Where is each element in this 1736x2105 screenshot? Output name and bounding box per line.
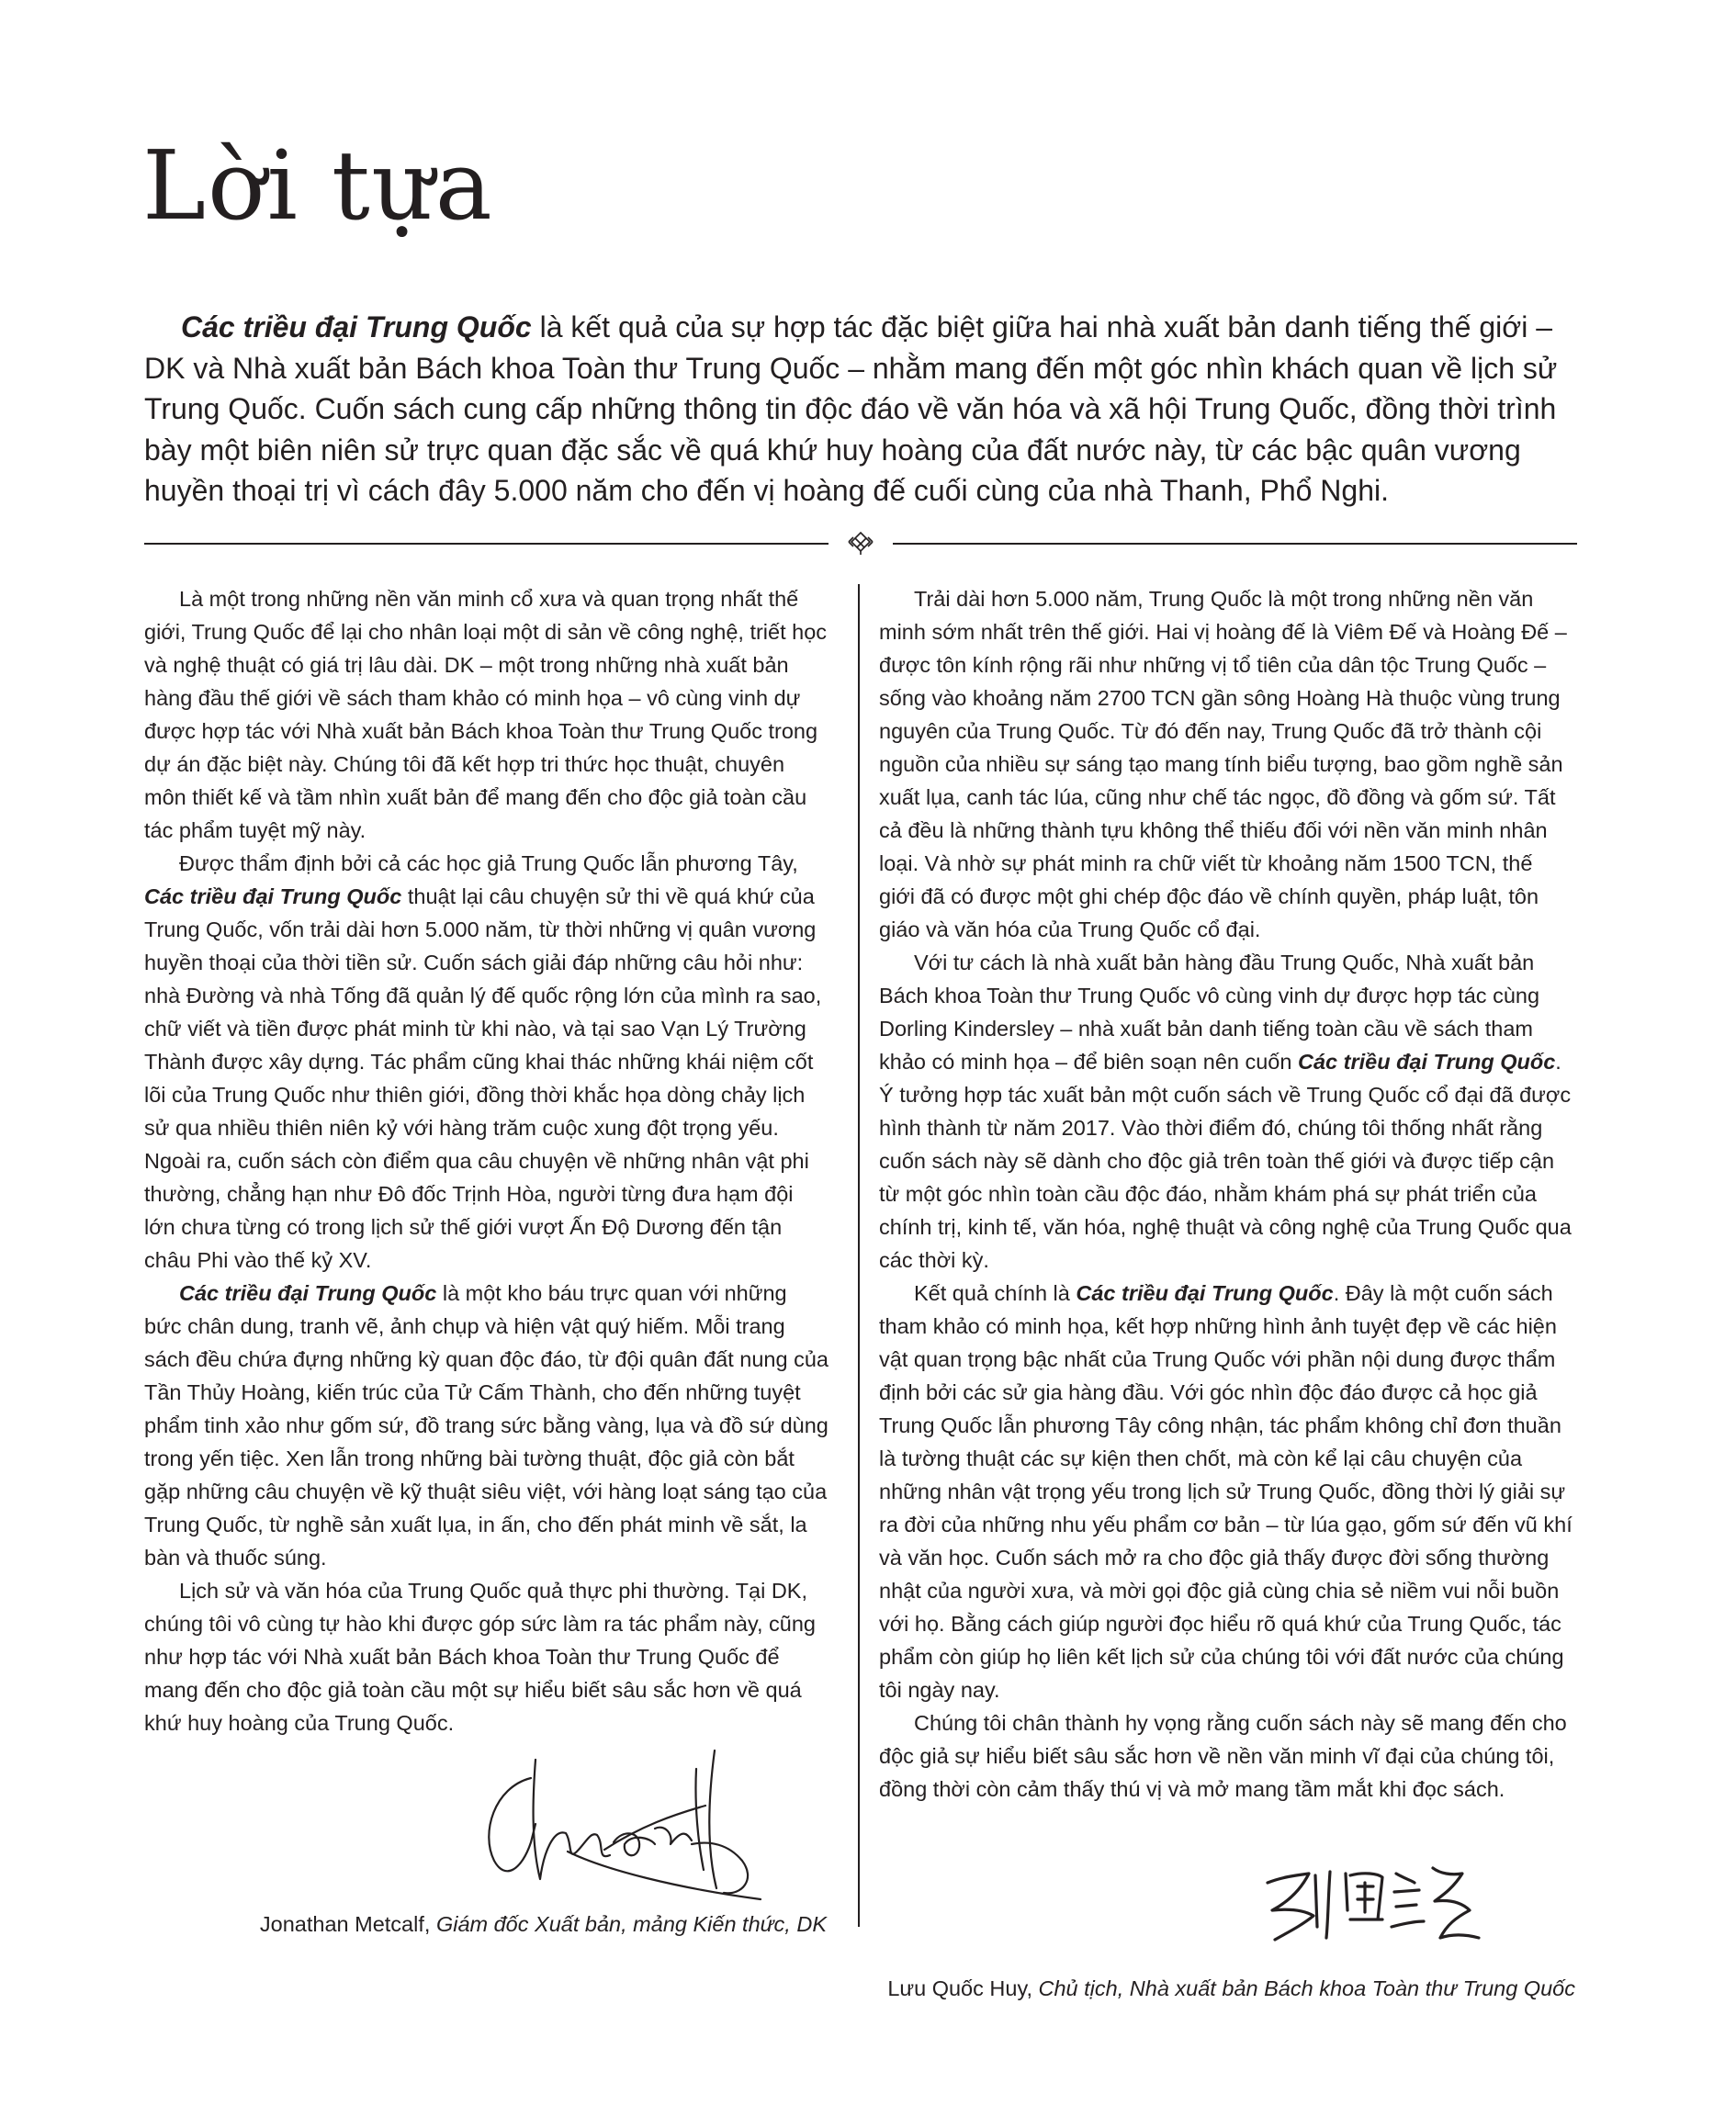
- right-paragraph-1: Trải dài hơn 5.000 năm, Trung Quốc là một trong những nền văn minh sớm nhất trên thế giới. Hai vị hoàng đế là Viêm Đế và Hoàng Đế – được tôn kính rộng rãi như những vị tổ tiên của dân tộc Trung Quốc – sống vào khoảng năm 2700 TCN gần sông Hoàng Hà thuộc vùng trung nguyên của Trung Quốc. Từ đó đến nay, Trung Quốc đã trở thành cội nguồn của nhiều sự sáng tạo mang tính biểu tượng, bao gồm nghề sản xuất lụa, canh tác lúa, cũng như chế tác ngọc, đồ đồng và gốm sứ. Tất cả đều là những thành tựu không thể thiếu đối với nền văn minh nhân loại. Và nhờ sự phát minh ra chữ viết từ khoảng năm 1500 TCN, thế giới đã có được một ghi chép độc đáo về chính quyền, pháp luật, tôn giáo và văn hóa của Trung Quốc cổ đại.: [879, 587, 1567, 941]
- divider-line-left: [144, 543, 829, 545]
- left-p3-book-title: Các triều đại Trung Quốc: [179, 1281, 437, 1305]
- column-rule: [858, 584, 860, 1927]
- signer-caption-left: [260, 1910, 827, 1938]
- left-paragraph-2: [144, 847, 829, 1277]
- left-column: [144, 582, 829, 1739]
- intro-book-title: Các triều đại Trung Quốc: [181, 310, 532, 343]
- chinese-signature-icon: [1258, 1855, 1488, 1947]
- right-p2-text-before: Với tư cách là nhà xuất bản hàng đầu Trung Quốc, Nhà xuất bản Bách khoa Toàn thư Trung Quốc vô cùng vinh dự được hợp tác cùng Dorling Kindersley – nhà xuất bản danh tiếng toàn cầu về sách tham khảo có minh họa – để biên soạn nên cuốn: [879, 951, 1540, 1074]
- right-p3-text-before: Kết quả chính là: [914, 1281, 1077, 1305]
- right-paragraph-3: [879, 1277, 1573, 1706]
- signature-icon: [467, 1741, 788, 1907]
- right-p3-text-after: . Đây là một cuốn sách tham khảo có minh họa, kết hợp những hình ảnh tuyệt đẹp về các hiện vật quan trọng bậc nhất của Trung Quốc với phần nội dung được thẩm định bởi các sử gia hàng đầu. Với góc nhìn độc đáo được cả học giả Trung Quốc lẫn phương Tây công nhận, tác phẩm không chỉ đơn thuần là tường thuật các sự kiện then chốt, mà còn kể lại câu chuyện của những nhân vật trọng yếu trong lịch sử Trung Quốc, đồng thời lý giải sự ra đời của những nhu yếu phẩm cơ bản – từ lúa gạo, gốm sứ đến vũ khí và văn học. Cuốn sách mở ra cho độc giả thấy được đời sống thường nhật của người xưa, và mời gọi độc giả cùng chia sẻ niềm vui nỗi buồn với họ. Bằng cách giúp người đọc hiểu rõ quá khứ của Trung Quốc, tác phẩm còn giúp họ liên kết lịch sử của chúng tôi với đất nước của chúng tôi ngày nay.: [879, 1281, 1573, 1702]
- left-p2-book-title: Các triều đại Trung Quốc: [144, 884, 402, 908]
- left-paragraph-3: [144, 1277, 829, 1574]
- signer-caption-right: [887, 1975, 1575, 2002]
- page-title: Lời tựa: [142, 129, 494, 242]
- left-p3-text-after: là một kho báu trực quan với những bức chân dung, tranh vẽ, ảnh chụp và hiện vật quý hiếm. Mỗi trang sách đều chứa đựng những kỳ quan độc đáo, từ đội quân đất nung của Tần Thủy Hoàng, kiến trúc của Tử Cấm Thành, cho đến những tuyệt phẩm tinh xảo như gốm sứ, đồ trang sức bằng vàng, lụa và đồ sứ dùng trong yến tiệc. Xen lẫn trong những bài tường thuật, độc giả còn bắt gặp những câu chuyện về kỹ thuật siêu việt, với hàng loạt sáng tạo của Trung Quốc, từ nghề sản xuất lụa, in ấn, cho đến phát minh về sắt, la bàn và thuốc súng.: [144, 1281, 829, 1570]
- divider-line-right: [893, 543, 1577, 545]
- intro-paragraph: [144, 307, 1577, 512]
- left-paragraph-1: Là một trong những nền văn minh cổ xưa và quan trọng nhất thế giới, Trung Quốc để lại cho nhân loại một di sản về công nghệ, triết học và nghệ thuật có giá trị lâu dài. DK – một trong những nhà xuất bản hàng đầu thế giới về sách tham khảo có minh họa – vô cùng vinh dự được hợp tác với Nhà xuất bản Bách khoa Toàn thư Trung Quốc trong dự án đặc biệt này. Chúng tôi đã kết hợp tri thức học thuật, chuyên môn thiết kế và tầm nhìn xuất bản để mang đến cho độc giả toàn cầu tác phẩm tuyệt mỹ này.: [144, 587, 828, 842]
- right-paragraph-2: [879, 946, 1573, 1277]
- right-p2-book-title: Các triều đại Trung Quốc: [1297, 1050, 1556, 1074]
- right-p3-book-title: Các triều đại Trung Quốc: [1076, 1281, 1334, 1305]
- signer-role-left: Giám đốc Xuất bản, mảng Kiến thức, DK: [435, 1912, 827, 1936]
- signer-name-right: Lưu Quốc Huy,: [887, 1976, 1039, 2000]
- right-p2-text-after: . Ý tưởng hợp tác xuất bản một cuốn sách về Trung Quốc cổ đại đã được hình thành từ năm 2017. Vào thời điểm đó, chúng tôi thống nhất rằng cuốn sách này sẽ dành cho độc giả trên toàn thế giới và được tiếp cận từ một góc nhìn toàn cầu độc đáo, nhằm khám phá sự phát triển của chính trị, kinh tế, văn hóa, nghệ thuật và công nghệ của Trung Quốc qua các thời kỳ.: [879, 1050, 1572, 1272]
- signer-name-left: Jonathan Metcalf,: [259, 1912, 436, 1936]
- right-column: [879, 582, 1573, 1806]
- left-p2-text-after: thuật lại câu chuyện sử thi về quá khứ của Trung Quốc, vốn trải dài hơn 5.000 năm, từ thời những vị quân vương huyền thoại của thời tiền sử. Cuốn sách giải đáp những câu hỏi như: nhà Đường và nhà Tống đã quản lý đế quốc rộng lớn của mình ra sao, chữ viết và tiền được phát minh từ khi nào, và tại sao Vạn Lý Trường Thành được xây dựng. Tác phẩm cũng khai thác những khái niệm cốt lõi của Trung Quốc như thiên giới, đồng thời khắc họa dòng chảy lịch sử qua nhiều thiên niên kỷ với hàng trăm cuộc xung đột trọng yếu. Ngoài ra, cuốn sách còn điểm qua câu chuyện về những nhân vật phi thường, chẳng hạn như Đô đốc Trịnh Hòa, người từng đưa hạm đội lớn chưa từng có trong lịch sử thế giới vượt Ấn Độ Dương đến tận châu Phi vào thế kỷ XV.: [144, 884, 822, 1272]
- left-paragraph-4: Lịch sử và văn hóa của Trung Quốc quả thực phi thường. Tại DK, chúng tôi vô cùng tự hào khi được góp sức làm ra tác phẩm này, cũng như hợp tác với Nhà xuất bản Bách khoa Toàn thư Trung Quốc để mang đến cho độc giả toàn cầu một sự hiểu biết sâu sắc hơn về quá khứ huy hoàng của Trung Quốc.: [144, 1579, 817, 1735]
- right-paragraph-4: Chúng tôi chân thành hy vọng rằng cuốn sách này sẽ mang đến cho độc giả sự hiểu biết sâu sắc hơn về nền văn minh vĩ đại của chúng tôi, đồng thời còn cảm thấy thú vị và mở mang tầm mắt khi đọc sách.: [879, 1711, 1567, 1801]
- left-p2-text-before: Được thẩm định bởi cả các học giả Trung Quốc lẫn phương Tây,: [179, 851, 798, 875]
- section-divider: [144, 535, 1577, 553]
- knot-ornament-icon: [846, 531, 875, 557]
- signer-role-right: Chủ tịch, Nhà xuất bản Bách khoa Toàn thư Trung Quốc: [1038, 1976, 1575, 2000]
- intro-text: là kết quả của sự hợp tác đặc biệt giữa hai nhà xuất bản danh tiếng thế giới – DK và Nhà xuất bản Bách khoa Toàn thư Trung Quốc – nhằm mang đến một góc nhìn khách quan về lịch sử Trung Quốc. Cuốn sách cung cấp những thông tin độc đáo về văn hóa và xã hội Trung Quốc, đồng thời trình bày một biên niên sử trực quan đặc sắc về quá khứ huy hoàng của đất nước này, từ các bậc quân vương huyền thoại trị vì cách đây 5.000 năm cho đến vị hoàng đế cuối cùng của nhà Thanh, Phổ Nghi.: [144, 310, 1558, 507]
